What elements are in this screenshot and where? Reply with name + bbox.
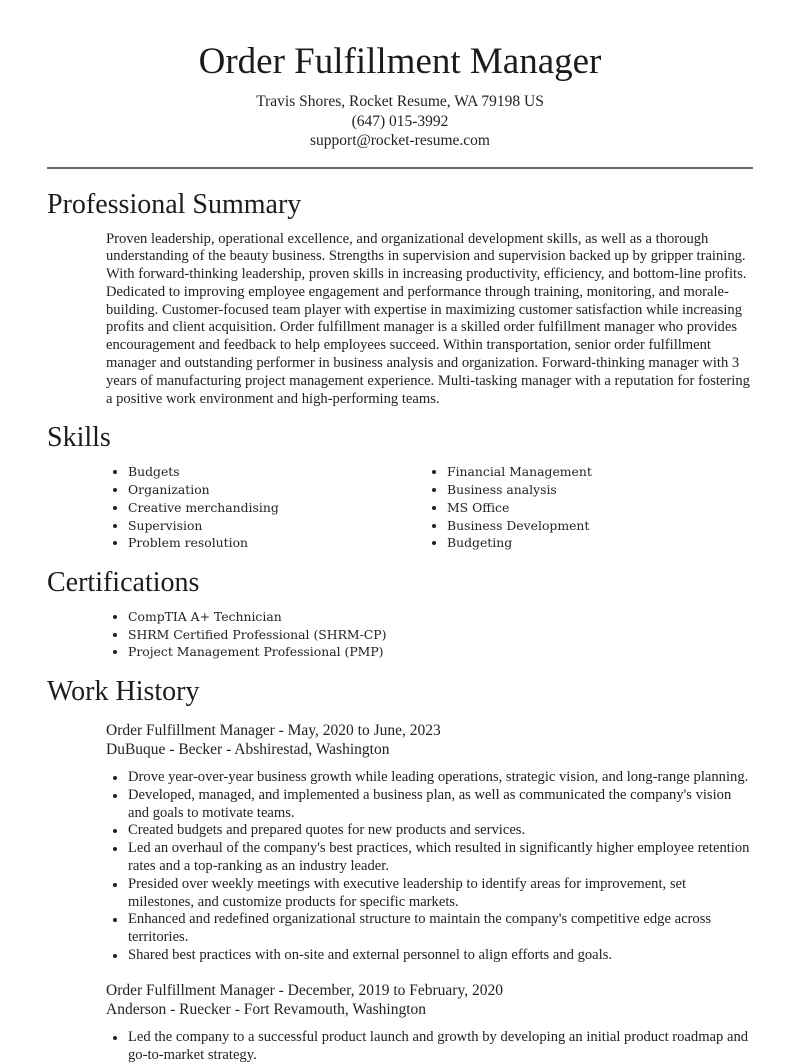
section-title-certifications: Certifications xyxy=(47,566,200,598)
job-title-dates: Order Fulfillment Manager - December, 2019 to February, 2020 xyxy=(106,981,503,999)
job-bullet: Led the company to a successful product launch and growth by developing an initial product roadmap and go-to-market strategy. xyxy=(106,1029,754,1064)
job-company-location: Anderson - Ruecker - Fort Revamouth, Washington xyxy=(106,1000,427,1018)
skills-columns xyxy=(106,463,800,552)
skill-item: Organization xyxy=(106,481,425,499)
section-title-work-history: Work History xyxy=(47,676,200,708)
skill-item: Financial Management xyxy=(425,463,744,481)
certification-item: Project Management Professional (PMP) xyxy=(106,643,800,661)
contact-block xyxy=(0,92,800,151)
skill-item: MS Office xyxy=(425,499,744,517)
certification-item: SHRM Certified Professional (SHRM-CP) xyxy=(106,626,800,644)
job-bullet: Enhanced and redefined organizational structure to maintain the company's competitive edge across territories. xyxy=(106,911,754,947)
skill-item: Problem resolution xyxy=(106,534,425,552)
summary-text: Proven leadership, operational excellence, and organizational development skills, as well as a thorough understanding of the beauty business. Strengths in supervision and supervision backed up by gripper training. With forward-thinking leadership, proven skills in increasing productivity, efficiency, and bottom-line profits. Dedicated to improving employee engagement and performance through training, monitoring, and morale-building. Customer-focused team player with expertise in maximizing customer satisfaction while increasing profits and client acquisition. Order fulfillment manager is a skilled order fulfillment manager who provides encouragement and feedback to help employees succeed. Within transportation, senior order fulfillment manager and outstanding performer in business analysis and organization. Forward-thinking manager with 3 years of manufacturing project management experience. Multi-tasking manager with a reputation for fostering a positive work environment and high-performing teams. xyxy=(106,230,750,407)
section-skills xyxy=(0,421,800,552)
contact-address: Travis Shores, Rocket Resume, WA 79198 US xyxy=(256,93,544,110)
section-summary xyxy=(0,188,800,409)
skills-list-right xyxy=(425,463,744,552)
section-work-history xyxy=(0,675,800,1064)
skill-item: Business Development xyxy=(425,517,744,535)
job-company-location: DuBuque - Becker - Abshirestad, Washington xyxy=(106,741,390,759)
job-bullet: Presided over weekly meetings with executive leadership to identify areas for improvement, set milestones, and customize products for specific markets. xyxy=(106,876,754,912)
job-bullet: Led an overhaul of the company's best practices, which resulted in significantly higher employee retention rates and a top-ranking as an industry leader. xyxy=(106,840,754,876)
contact-email[interactable]: support@rocket-resume.com xyxy=(310,132,490,149)
job-bullet: Created budgets and prepared quotes for new products and services. xyxy=(106,822,754,840)
job-bullets xyxy=(106,769,754,965)
section-title-skills: Skills xyxy=(47,422,111,454)
job-title-dates: Order Fulfillment Manager - May, 2020 to June, 2023 xyxy=(106,722,441,740)
job-bullet: Shared best practices with on-site and external personnel to align efforts and goals. xyxy=(106,947,754,965)
contact-phone: (647) 015-3992 xyxy=(351,112,449,130)
section-title-summary: Professional Summary xyxy=(47,188,302,220)
job-entry xyxy=(106,981,754,1064)
skill-item: Budgets xyxy=(106,463,425,481)
candidate-name: Order Fulfillment Manager xyxy=(198,41,602,82)
skill-item: Business analysis xyxy=(425,481,744,499)
skill-item: Supervision xyxy=(106,517,425,535)
skill-item: Budgeting xyxy=(425,534,744,552)
resume-header xyxy=(0,0,800,151)
job-bullet: Developed, managed, and implemented a business plan, as well as communicated the company's vision and goals to motivate teams. xyxy=(106,787,754,823)
header-divider xyxy=(47,167,753,169)
job-entry xyxy=(106,721,754,965)
skills-list-left xyxy=(106,463,425,552)
job-bullets xyxy=(106,1029,754,1064)
certifications-list xyxy=(106,608,800,661)
certification-item: CompTIA A+ Technician xyxy=(106,608,800,626)
skill-item: Creative merchandising xyxy=(106,499,425,517)
job-bullet: Drove year-over-year business growth while leading operations, strategic vision, and long-range planning. xyxy=(106,769,754,787)
section-certifications xyxy=(0,566,800,661)
